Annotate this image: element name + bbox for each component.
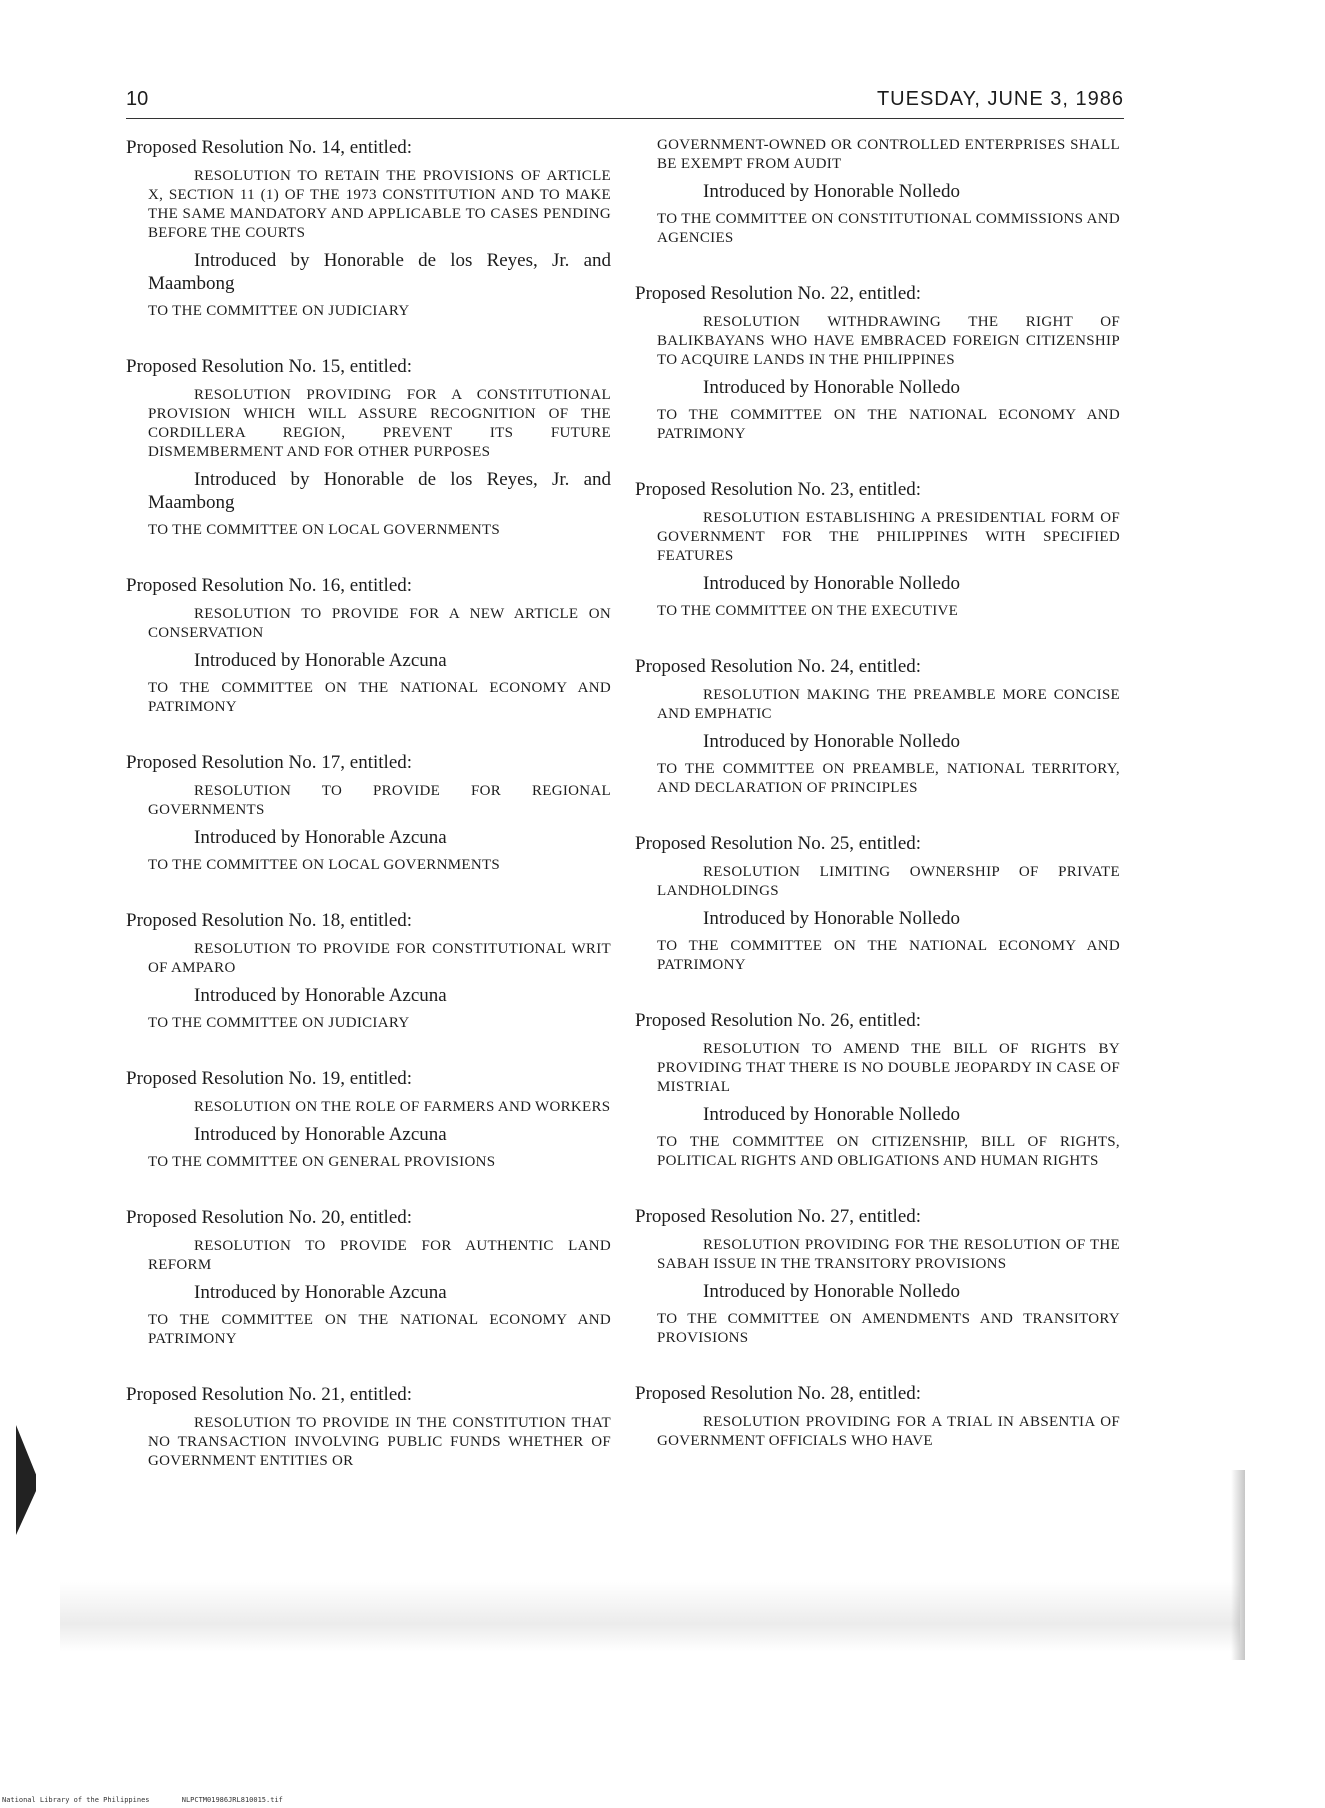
- entry-title: RESOLUTION TO PROVIDE FOR REGIONAL GOVERNMENTS: [148, 783, 611, 818]
- entry-title: RESOLUTION TO PROVIDE IN THE CONSTITUTION THAT NO TRANSACTION INVOLVING PUBLIC FUNDS WHETHER OF GOVERNMENT ENTITIES OR: [148, 1415, 611, 1469]
- entry-heading: Proposed Resolution No. 27, entitled:: [635, 1206, 922, 1227]
- entry-committee: TO THE COMMITTEE ON GENERAL PROVISIONS: [148, 1154, 496, 1170]
- entry-introducer: Introduced by Honorable Nolledo: [703, 908, 960, 929]
- entry-title: RESOLUTION TO AMEND THE BILL OF RIGHTS BY PROVIDING THAT THERE IS NO DOUBLE JEOPARDY IN CASE OF MISTRIAL: [657, 1041, 1120, 1095]
- entry-title: RESOLUTION LIMITING OWNERSHIP OF PRIVATE LANDHOLDINGS: [657, 864, 1120, 899]
- header-date: TUESDAY, JUNE 3, 1986: [876, 88, 1124, 110]
- entry-heading: Proposed Resolution No. 18, entitled:: [126, 910, 413, 931]
- right-column: [635, 136, 1120, 1457]
- resolution-entry: [126, 909, 611, 1033]
- entry-heading: Proposed Resolution No. 20, entitled:: [126, 1207, 413, 1228]
- resolution-entry: [126, 751, 611, 875]
- entry-title: GOVERNMENT-OWNED OR CONTROLLED ENTERPRISES SHALL BE EXEMPT FROM AUDIT: [657, 137, 1120, 172]
- entry-committee: TO THE COMMITTEE ON JUDICIARY: [148, 1015, 410, 1031]
- resolution-entry: [126, 136, 611, 321]
- resolution-entry-continued: [635, 136, 1120, 248]
- resolution-entry: [126, 1383, 611, 1471]
- entry-committee: TO THE COMMITTEE ON THE NATIONAL ECONOMY AND PATRIMONY: [148, 1312, 611, 1347]
- entry-committee: TO THE COMMITTEE ON CONSTITUTIONAL COMMISSIONS AND AGENCIES: [657, 211, 1120, 246]
- entry-introducer: Introduced by Honorable Nolledo: [703, 731, 960, 752]
- entry-heading: Proposed Resolution No. 25, entitled:: [635, 833, 922, 854]
- entry-introducer: Introduced by Honorable Azcuna: [194, 985, 447, 1006]
- entry-title: RESOLUTION ESTABLISHING A PRESIDENTIAL FORM OF GOVERNMENT FOR THE PHILIPPINES WITH SPECIFIED FEATURES: [657, 510, 1120, 564]
- entry-introducer: Introduced by Honorable Azcuna: [194, 1282, 447, 1303]
- resolution-entry: [126, 1206, 611, 1349]
- entry-committee: TO THE COMMITTEE ON THE NATIONAL ECONOMY AND PATRIMONY: [148, 680, 611, 715]
- entry-heading: Proposed Resolution No. 22, entitled:: [635, 283, 922, 304]
- entry-committee: TO THE COMMITTEE ON THE EXECUTIVE: [657, 603, 959, 619]
- footer-file: NLPCTM01986JRL810015.tif: [181, 1796, 283, 1804]
- entry-committee: TO THE COMMITTEE ON CITIZENSHIP, BILL OF RIGHTS, POLITICAL RIGHTS AND OBLIGATIONS AND HUMAN RIGHTS: [657, 1134, 1120, 1169]
- resolution-entry: [635, 1205, 1120, 1348]
- entry-title: RESOLUTION TO RETAIN THE PROVISIONS OF ARTICLE X, SECTION 11 (1) OF THE 1973 CONSTITUTION AND TO MAKE THE SAME MANDATORY AND APPLICABLE TO CASES PENDING BEFORE THE COURTS: [148, 168, 611, 241]
- entry-heading: Proposed Resolution No. 24, entitled:: [635, 656, 922, 677]
- scan-artifact: [60, 1582, 1240, 1652]
- entry-title: RESOLUTION TO PROVIDE FOR A NEW ARTICLE ON CONSERVATION: [148, 606, 611, 641]
- entry-introducer: Introduced by Honorable de los Reyes, Jr. and Maambong: [148, 250, 611, 294]
- entry-title: RESOLUTION PROVIDING FOR A TRIAL IN ABSENTIA OF GOVERNMENT OFFICIALS WHO HAVE: [657, 1414, 1120, 1449]
- entry-title: RESOLUTION TO PROVIDE FOR CONSTITUTIONAL WRIT OF AMPARO: [148, 941, 611, 976]
- entry-committee: TO THE COMMITTEE ON JUDICIARY: [148, 303, 410, 319]
- resolution-entry: [635, 1009, 1120, 1171]
- entry-introducer: Introduced by Honorable Azcuna: [194, 1124, 447, 1145]
- entry-introducer: Introduced by Honorable de los Reyes, Jr. and Maambong: [148, 469, 611, 513]
- scan-artifact: [1231, 1470, 1245, 1660]
- resolution-entry: [126, 355, 611, 540]
- entry-title: RESOLUTION MAKING THE PREAMBLE MORE CONCISE AND EMPHATIC: [657, 687, 1120, 722]
- entry-title: RESOLUTION PROVIDING FOR A CONSTITUTIONAL PROVISION WHICH WILL ASSURE RECOGNITION OF THE CORDILLERA REGION, PREVENT ITS FUTURE DISMEMBERMENT AND FOR OTHER PURPOSES: [148, 387, 611, 460]
- scan-artifact: [16, 1425, 36, 1535]
- entry-heading: Proposed Resolution No. 23, entitled:: [635, 479, 922, 500]
- entry-introducer: Introduced by Honorable Nolledo: [703, 377, 960, 398]
- page-header: [126, 88, 1124, 119]
- entry-title: RESOLUTION PROVIDING FOR THE RESOLUTION OF THE SABAH ISSUE IN THE TRANSITORY PROVISIONS: [657, 1237, 1120, 1272]
- resolution-entry: [635, 1382, 1120, 1451]
- resolution-entry: [126, 1067, 611, 1172]
- entry-introducer: Introduced by Honorable Nolledo: [703, 1104, 960, 1125]
- entry-heading: Proposed Resolution No. 17, entitled:: [126, 752, 413, 773]
- entry-committee: TO THE COMMITTEE ON THE NATIONAL ECONOMY AND PATRIMONY: [657, 938, 1120, 973]
- entry-title: RESOLUTION ON THE ROLE OF FARMERS AND WORKERS: [194, 1099, 611, 1115]
- entry-title: RESOLUTION TO PROVIDE FOR AUTHENTIC LAND REFORM: [148, 1238, 611, 1273]
- footer-library: National Library of the Philippines: [2, 1796, 150, 1804]
- resolution-entry: [126, 574, 611, 717]
- resolution-entry: [635, 832, 1120, 975]
- entry-introducer: Introduced by Honorable Azcuna: [194, 650, 447, 671]
- entry-committee: TO THE COMMITTEE ON LOCAL GOVERNMENTS: [148, 522, 501, 538]
- resolution-entry: [635, 655, 1120, 798]
- resolution-entry: [635, 478, 1120, 621]
- entry-heading: Proposed Resolution No. 19, entitled:: [126, 1068, 413, 1089]
- entry-heading: Proposed Resolution No. 15, entitled:: [126, 356, 413, 377]
- entry-committee: TO THE COMMITTEE ON PREAMBLE, NATIONAL TERRITORY, AND DECLARATION OF PRINCIPLES: [657, 761, 1120, 796]
- entry-introducer: Introduced by Honorable Nolledo: [703, 573, 960, 594]
- entry-heading: Proposed Resolution No. 26, entitled:: [635, 1010, 922, 1031]
- left-column: [126, 136, 611, 1477]
- scan-footer: [2, 1796, 311, 1804]
- entry-heading: Proposed Resolution No. 16, entitled:: [126, 575, 413, 596]
- entry-title: RESOLUTION WITHDRAWING THE RIGHT OF BALIKBAYANS WHO HAVE EMBRACED FOREIGN CITIZENSHIP TO ACQUIRE LANDS IN THE PHILIPPINES: [657, 314, 1120, 368]
- page-number: 10: [126, 88, 149, 110]
- entry-committee: TO THE COMMITTEE ON THE NATIONAL ECONOMY AND PATRIMONY: [657, 407, 1120, 442]
- entry-introducer: Introduced by Honorable Nolledo: [703, 181, 960, 202]
- entry-introducer: Introduced by Honorable Nolledo: [703, 1281, 960, 1302]
- entry-committee: TO THE COMMITTEE ON AMENDMENTS AND TRANSITORY PROVISIONS: [657, 1311, 1120, 1346]
- resolution-entry: [635, 282, 1120, 444]
- entry-heading: Proposed Resolution No. 21, entitled:: [126, 1384, 413, 1405]
- entry-heading: Proposed Resolution No. 28, entitled:: [635, 1383, 922, 1404]
- entry-introducer: Introduced by Honorable Azcuna: [194, 827, 447, 848]
- entry-heading: Proposed Resolution No. 14, entitled:: [126, 137, 413, 158]
- entry-committee: TO THE COMMITTEE ON LOCAL GOVERNMENTS: [148, 857, 501, 873]
